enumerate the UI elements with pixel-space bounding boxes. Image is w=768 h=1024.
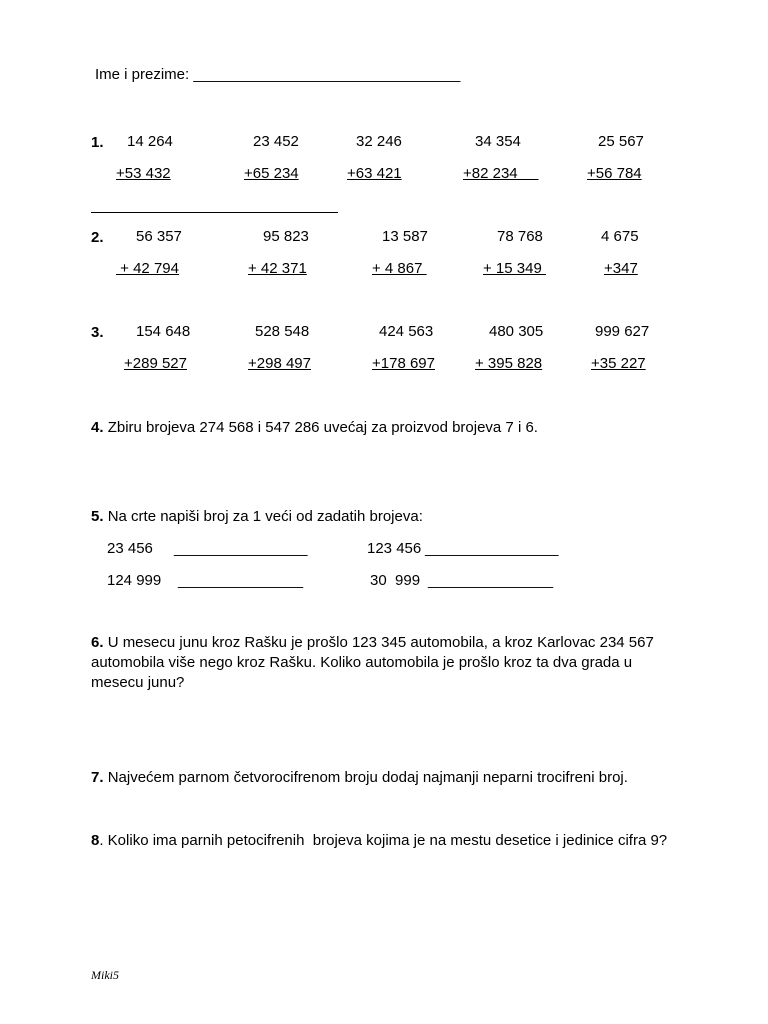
task-4 bbox=[91, 419, 538, 437]
task-3-number: 3. bbox=[91, 324, 104, 341]
task-4-text: Zbiru brojeva 274 568 i 547 286 uvećaj za proizvod brojeva 7 i 6. bbox=[107, 419, 538, 436]
task-4-number: 4. bbox=[91, 419, 104, 436]
task-7 bbox=[91, 769, 628, 787]
task-1-top-2: 23 452 bbox=[253, 133, 299, 150]
task-3-bottom-2: +298 497 bbox=[248, 355, 311, 372]
task-5-text: Na crte napiši broj za 1 veći od zadatih brojeva: bbox=[107, 508, 423, 525]
task-2-bottom-4: + 15 349 bbox=[483, 260, 546, 277]
task-2-number: 2. bbox=[91, 229, 104, 246]
task-1-top-1: 14 264 bbox=[127, 133, 173, 150]
task-8-text: . Koliko ima parnih petocifrenih brojeva kojima je na mestu desetice i jedinice cifra 9? bbox=[99, 832, 668, 849]
task-1-number: 1. bbox=[91, 134, 104, 151]
task-2-bottom-2: + 42 371 bbox=[248, 260, 307, 277]
task-3-bottom-5: +35 227 bbox=[591, 355, 646, 372]
task-1-bottom-2: +65 234 bbox=[244, 165, 299, 182]
task-1-top-4: 34 354 bbox=[475, 133, 521, 150]
task-5 bbox=[91, 508, 423, 526]
task-2-top-3: 13 587 bbox=[382, 228, 428, 245]
task-1-top-3: 32 246 bbox=[356, 133, 402, 150]
task-1-bottom-4: +82 234 bbox=[463, 165, 539, 182]
task-2-bottom-3: + 4 867 bbox=[372, 260, 427, 277]
task-1-bottom-5: +56 784 bbox=[587, 165, 642, 182]
task-5-row-2-number-a: 124 999 bbox=[107, 572, 162, 589]
name-label: Ime i prezime: ________________________________ bbox=[95, 66, 461, 83]
task-2-top-4: 78 768 bbox=[497, 228, 543, 245]
task-3-top-2: 528 548 bbox=[255, 323, 310, 340]
task-6 bbox=[91, 633, 681, 693]
separator-line bbox=[91, 212, 338, 213]
footer-author: Miki5 bbox=[91, 968, 119, 982]
task-5-row-2-number-b: 30 999 bbox=[370, 572, 421, 589]
task-5-row-1-number-b: 123 456 bbox=[367, 540, 422, 557]
task-5-row-2-blank-b: _______________ bbox=[428, 572, 554, 589]
task-5-number: 5. bbox=[91, 508, 104, 525]
task-3-top-1: 154 648 bbox=[136, 323, 191, 340]
task-7-number: 7. bbox=[91, 769, 104, 786]
task-3-top-5: 999 627 bbox=[595, 323, 650, 340]
task-3-top-4: 480 305 bbox=[489, 323, 544, 340]
task-2-top-1: 56 357 bbox=[136, 228, 182, 245]
task-3-bottom-4: + 395 828 bbox=[475, 355, 543, 372]
task-3-bottom-1: +289 527 bbox=[124, 355, 187, 372]
task-6-text: U mesecu junu kroz Rašku je prošlo 123 345 automobila, a kroz Karlovac 234 567 automobila više nego kroz Rašku. Koliko automobila je prošlo kroz ta dva grada u mesecu junu? bbox=[91, 634, 654, 691]
task-5-row-1-blank-a: ________________ bbox=[174, 540, 308, 557]
task-5-row-1-blank-b: ________________ bbox=[425, 540, 559, 557]
task-3-bottom-3: +178 697 bbox=[372, 355, 435, 372]
task-1-top-5: 25 567 bbox=[598, 133, 644, 150]
task-2-top-2: 95 823 bbox=[263, 228, 309, 245]
task-2-bottom-1: + 42 794 bbox=[116, 260, 179, 277]
task-8-number: 8 bbox=[91, 832, 100, 849]
task-6-number: 6. bbox=[91, 634, 104, 651]
task-8 bbox=[91, 832, 667, 850]
task-5-row-1-number-a: 23 456 bbox=[107, 540, 153, 557]
task-2-top-5: 4 675 bbox=[601, 228, 639, 245]
task-2-bottom-5: +347 bbox=[604, 260, 638, 277]
task-3-top-3: 424 563 bbox=[379, 323, 434, 340]
task-5-row-2-blank-a: _______________ bbox=[178, 572, 304, 589]
task-1-bottom-3: +63 421 bbox=[347, 165, 402, 182]
task-7-text: Najvećem parnom četvorocifrenom broju dodaj najmanji neparni trocifreni broj. bbox=[107, 769, 628, 786]
task-1-bottom-1: +53 432 bbox=[116, 165, 171, 182]
